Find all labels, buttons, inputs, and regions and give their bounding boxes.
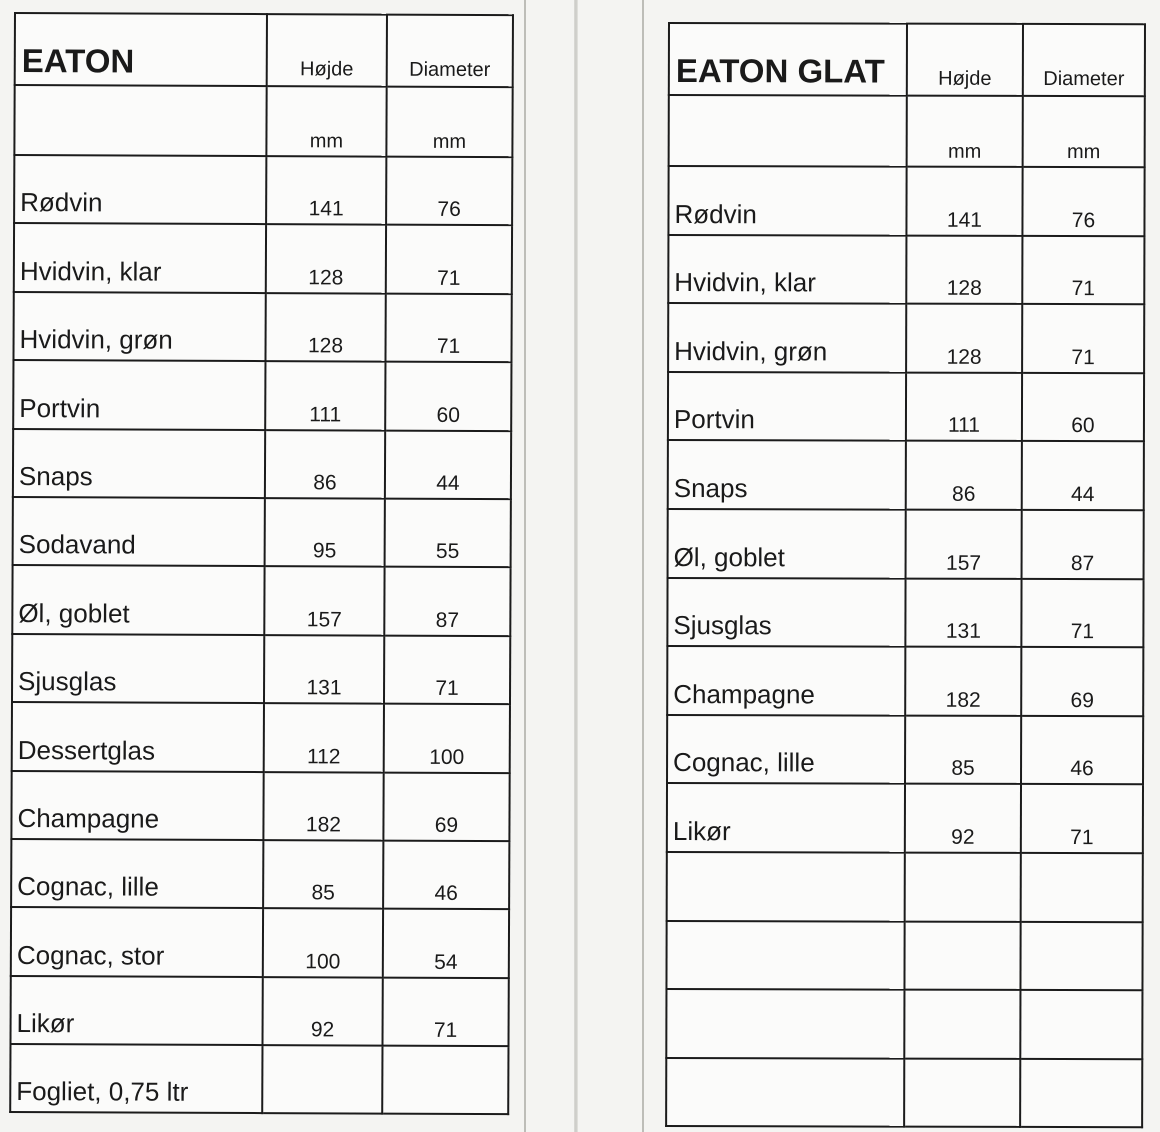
diameter-value	[1020, 921, 1142, 990]
height-value: 128	[266, 224, 386, 293]
height-value: 182	[905, 647, 1021, 716]
glass-name	[666, 921, 904, 990]
unit-diameter: mm	[1023, 96, 1145, 167]
diameter-value: 71	[1021, 578, 1143, 647]
diameter-value: 71	[385, 293, 511, 362]
diameter-value: 71	[386, 225, 512, 294]
table-row	[667, 783, 1143, 853]
diameter-value: 87	[1022, 510, 1144, 579]
glass-name: Hvidvin, grøn	[13, 292, 265, 361]
table-row	[668, 440, 1144, 510]
table-row	[12, 565, 510, 636]
glass-name: Øl, goblet	[668, 509, 906, 578]
height-value: 112	[264, 703, 384, 772]
table-row	[12, 702, 510, 773]
eaton-table	[9, 12, 514, 1116]
glass-name	[667, 852, 905, 921]
diameter-value	[1020, 990, 1142, 1059]
diameter-value: 71	[384, 635, 510, 704]
glass-name: Hvidvin, grøn	[668, 303, 906, 372]
unit-diameter: mm	[386, 87, 512, 158]
table-row	[668, 509, 1144, 579]
height-value: 111	[906, 372, 1022, 441]
glass-name: Cognac, lille	[667, 715, 905, 784]
glass-name: Fogliet, 0,75 ltr	[10, 1044, 262, 1113]
diameter-value	[1020, 1059, 1142, 1128]
glass-name	[666, 989, 904, 1058]
col-header-height: Højde	[267, 14, 387, 87]
glass-name: Champagne	[11, 771, 263, 840]
right-sheet-edge	[642, 0, 644, 1132]
glass-name: Øl, goblet	[12, 565, 264, 634]
diameter-value: 60	[385, 362, 511, 431]
height-value	[905, 853, 1021, 922]
height-value: 128	[906, 235, 1022, 304]
table-row	[667, 715, 1143, 785]
diameter-value: 46	[1021, 716, 1143, 785]
table-row	[13, 292, 511, 363]
unit-height: mm	[266, 86, 386, 157]
glass-name: Likør	[667, 783, 905, 852]
unit-row	[14, 85, 512, 157]
table-row	[11, 771, 509, 842]
height-value: 85	[905, 715, 1021, 784]
diameter-value: 55	[385, 499, 511, 568]
diameter-value: 69	[383, 772, 509, 841]
diameter-value: 44	[1022, 441, 1144, 510]
col-header-diameter: Diameter	[1023, 24, 1145, 96]
unit-spacer-cell	[669, 95, 907, 167]
table-row	[11, 907, 509, 978]
table-row	[667, 578, 1143, 648]
left-sheet-edge	[524, 0, 526, 1132]
table-row	[667, 646, 1143, 716]
table-row	[13, 429, 511, 500]
glass-name: Likør	[10, 976, 262, 1045]
height-value: 182	[263, 772, 383, 841]
glass-name: Hvidvin, klar	[14, 223, 266, 292]
height-value: 141	[266, 156, 386, 225]
diameter-value: 76	[1022, 167, 1144, 236]
table-row	[668, 303, 1144, 373]
glass-name: Rødvin	[668, 166, 906, 235]
height-value: 157	[264, 566, 384, 635]
glass-name: Cognac, stor	[11, 907, 263, 976]
height-value	[904, 921, 1020, 990]
glass-name: Dessertglas	[12, 702, 264, 771]
height-value: 111	[265, 361, 385, 430]
height-value: 85	[263, 840, 383, 909]
eaton-glat-table	[665, 22, 1146, 1129]
table-row	[668, 235, 1144, 305]
height-value: 157	[906, 510, 1022, 579]
height-value	[904, 1058, 1020, 1127]
diameter-value: 87	[384, 567, 510, 636]
height-value: 92	[262, 977, 382, 1046]
diameter-value	[1021, 853, 1143, 922]
diameter-value: 60	[1022, 373, 1144, 442]
table-title: EATON GLAT	[669, 23, 907, 96]
height-value	[904, 990, 1020, 1059]
height-value: 92	[905, 784, 1021, 853]
table-row	[12, 634, 510, 705]
glass-name: Sjusglas	[667, 578, 905, 647]
table-row	[10, 976, 508, 1047]
col-header-diameter: Diameter	[387, 15, 513, 88]
diameter-value: 71	[1022, 304, 1144, 373]
table-row	[10, 1044, 508, 1115]
diameter-value: 100	[384, 704, 510, 773]
glass-name: Portvin	[13, 360, 265, 429]
unit-row	[669, 95, 1145, 167]
height-value: 128	[906, 304, 1022, 373]
table-row	[666, 921, 1142, 991]
page-fold	[574, 0, 578, 1132]
diameter-value: 76	[386, 157, 512, 226]
glass-name: Hvidvin, klar	[668, 235, 906, 304]
height-value: 128	[265, 293, 385, 362]
table-row	[667, 852, 1143, 922]
diameter-value: 44	[385, 430, 511, 499]
height-value: 86	[906, 441, 1022, 510]
height-value: 95	[265, 498, 385, 567]
table-row	[13, 497, 511, 568]
height-value: 86	[265, 430, 385, 499]
table-row	[666, 989, 1142, 1059]
diameter-value	[382, 1046, 508, 1115]
diameter-value: 46	[383, 841, 509, 910]
height-value	[262, 1045, 382, 1114]
glass-name: Champagne	[667, 646, 905, 715]
table-row	[11, 839, 509, 910]
table-row	[14, 155, 512, 226]
header-row	[15, 13, 513, 87]
unit-height: mm	[907, 96, 1023, 167]
glass-name: Sodavand	[13, 497, 265, 566]
glass-name: Rødvin	[14, 155, 266, 224]
table-row	[668, 166, 1144, 236]
diameter-value: 54	[383, 909, 509, 978]
header-row	[669, 23, 1145, 96]
glass-name	[666, 1058, 904, 1127]
diameter-value: 71	[382, 977, 508, 1046]
glass-name: Cognac, lille	[11, 839, 263, 908]
table-row	[666, 1058, 1142, 1128]
height-value: 131	[264, 635, 384, 704]
height-value: 131	[905, 578, 1021, 647]
table-row	[668, 372, 1144, 442]
glass-name: Portvin	[668, 372, 906, 441]
table-row	[14, 223, 512, 294]
glass-name: Sjusglas	[12, 634, 264, 703]
table-title: EATON	[15, 13, 267, 86]
glass-name: Snaps	[668, 440, 906, 509]
height-value: 141	[906, 167, 1022, 236]
table-row	[13, 360, 511, 431]
diameter-value: 71	[1021, 784, 1143, 853]
col-header-height: Højde	[907, 24, 1023, 96]
diameter-value: 69	[1021, 647, 1143, 716]
height-value: 100	[263, 908, 383, 977]
diameter-value: 71	[1022, 236, 1144, 305]
unit-spacer-cell	[14, 85, 266, 156]
glass-name: Snaps	[13, 429, 265, 498]
